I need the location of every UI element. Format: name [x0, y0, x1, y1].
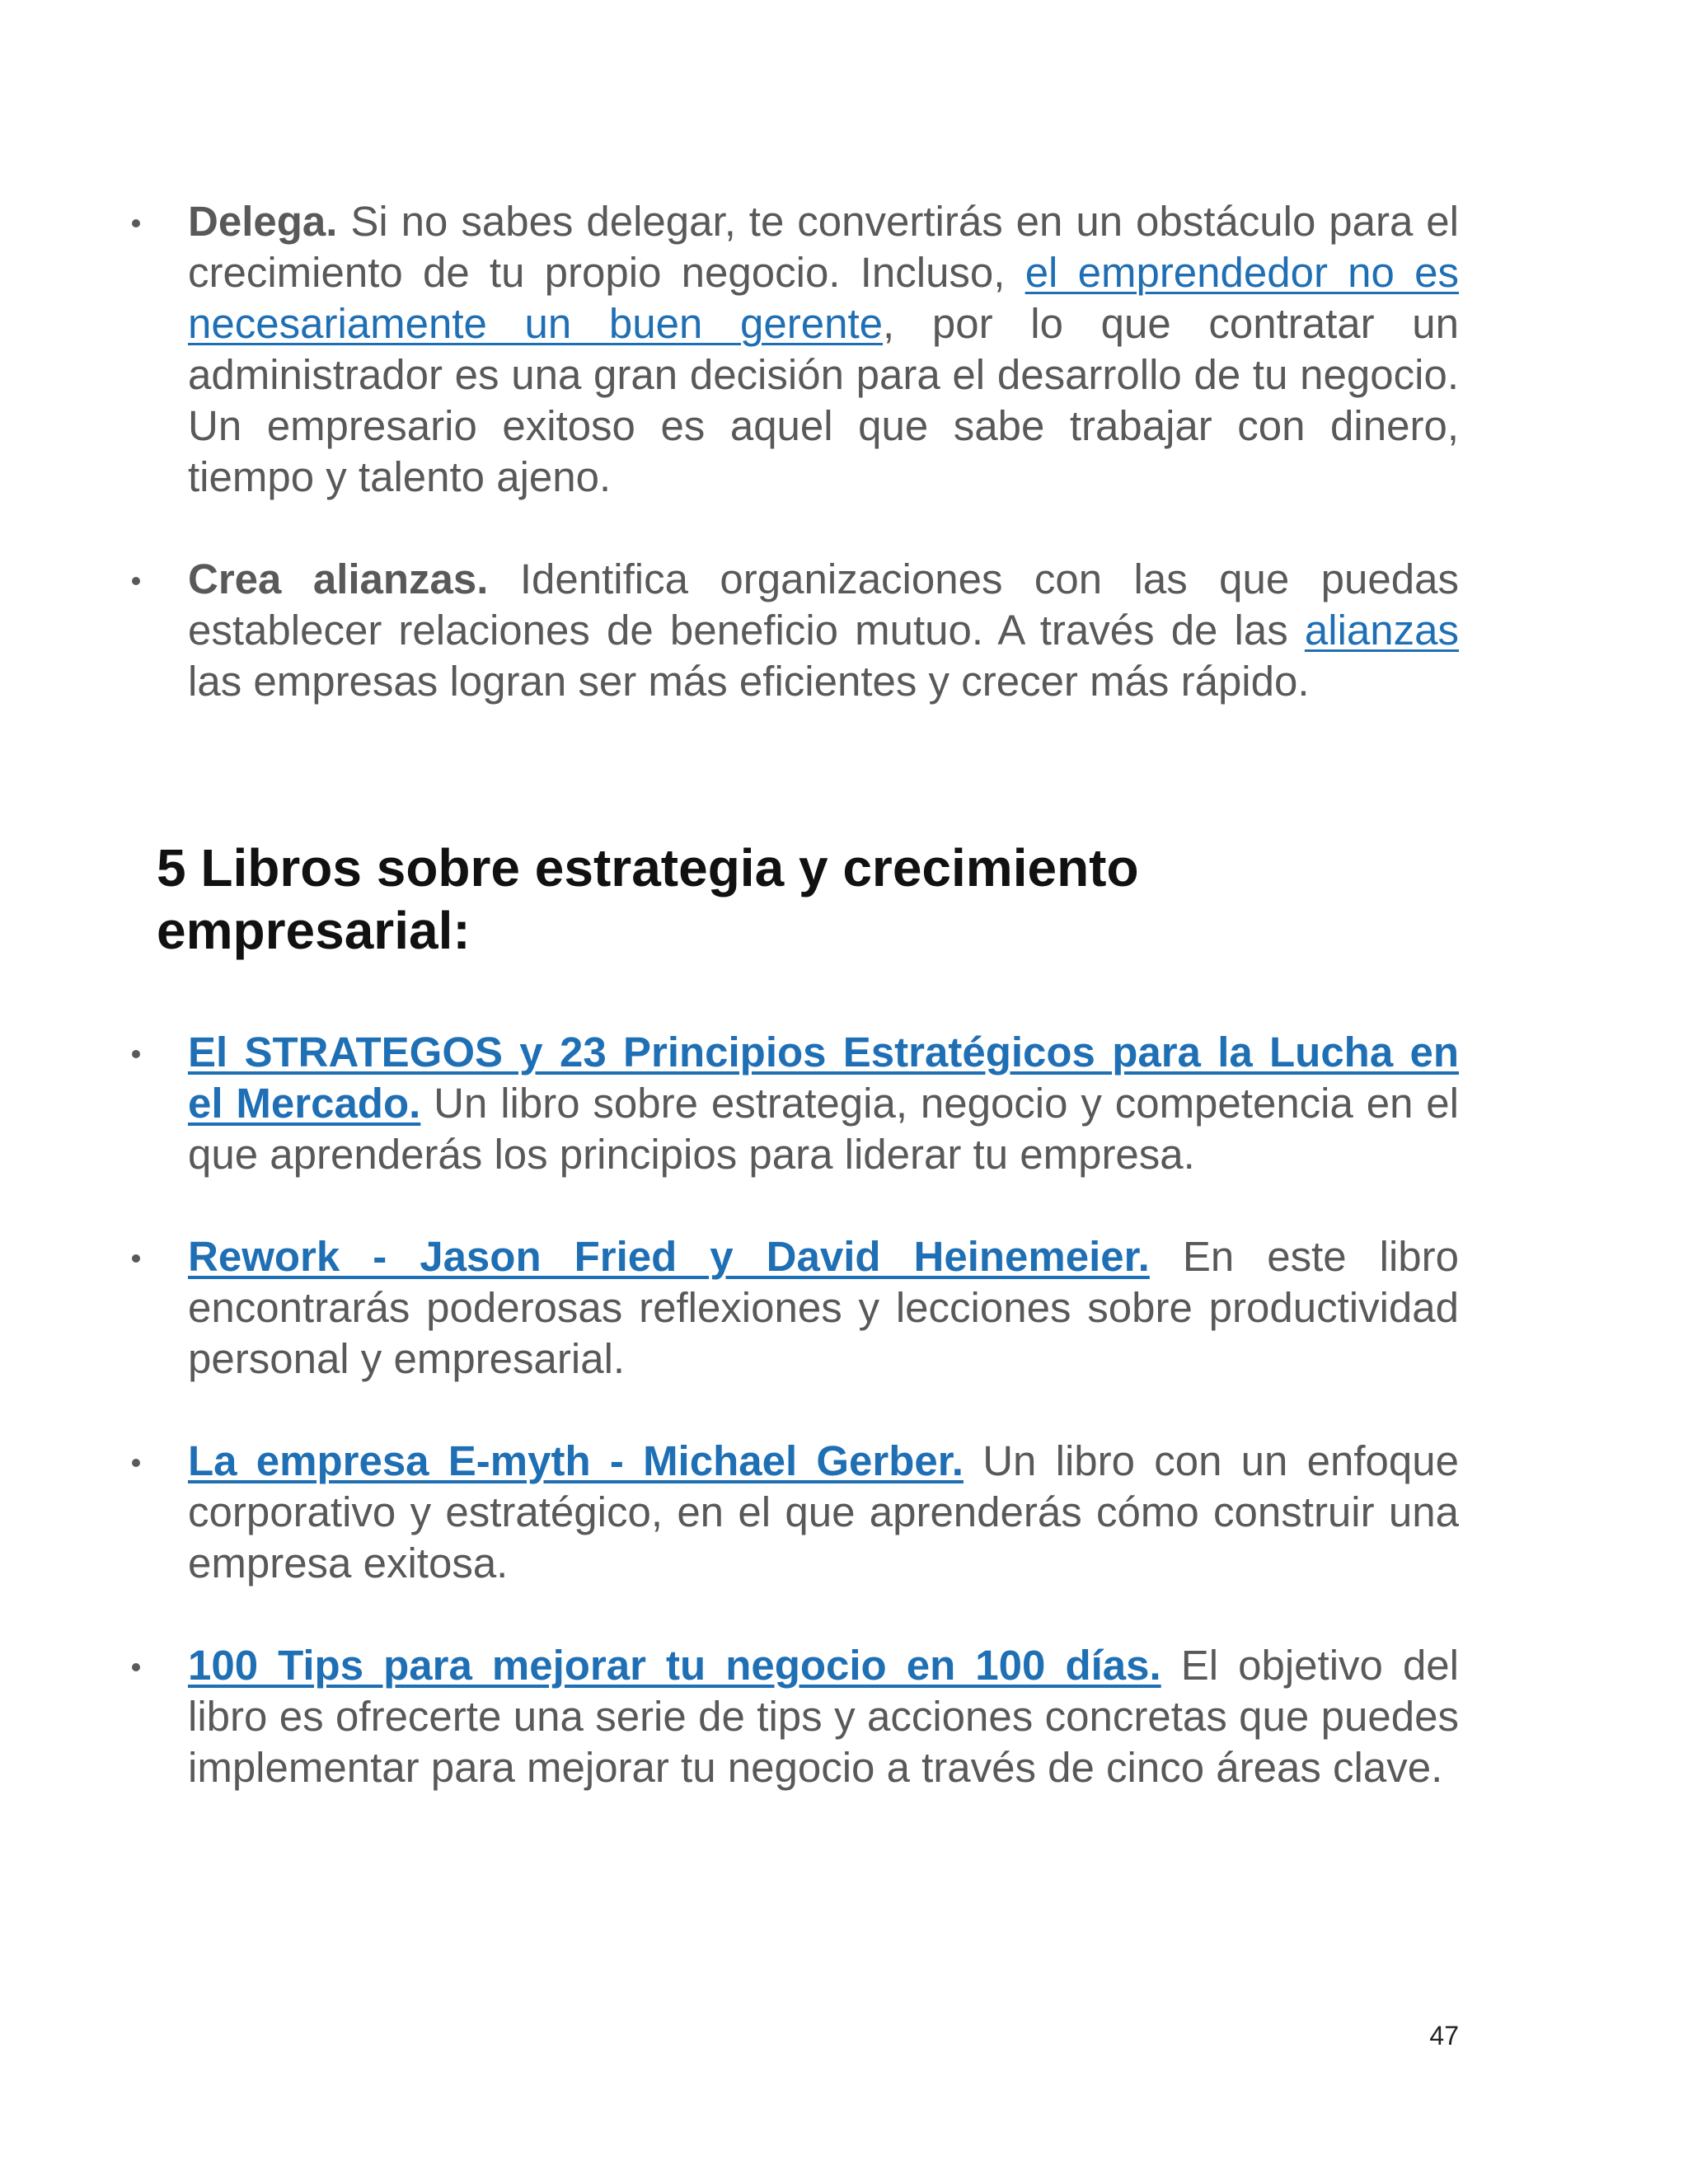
list-item: [132, 196, 1459, 503]
section-heading: 5 Libros sobre estrategia y crecimiento empresarial:: [157, 838, 1139, 960]
tip-text: , por lo que contratar un administrador es una gran decisión para el desarrollo de tu negocio. Un empresario exitoso es aquel que sabe trabajar con dinero, tiempo y talento ajeno.: [188, 300, 1459, 500]
tip-link[interactable]: el emprendedor no es necesariamente un buen gerente: [188, 249, 1459, 347]
list-item: [132, 1436, 1459, 1589]
tip-text: Identifica organizaciones con las que puedas establecer relaciones de beneficio mutuo. A través de las: [188, 555, 1459, 654]
bullet-icon: [132, 1459, 140, 1467]
book-title-link[interactable]: El STRATEGOS y 23 Principios Estratégicos para la Lucha en el Mercado.: [188, 1029, 1459, 1127]
bullet-icon: [132, 1254, 140, 1263]
book-title-link[interactable]: Rework - Jason Fried y David Heinemeier.: [188, 1233, 1150, 1280]
books-list: [132, 1027, 1459, 1793]
tip-text: Si no sabes delegar, te convertirás en un obstáculo para el crecimiento de tu propio negocio. Incluso,: [188, 198, 1459, 296]
tips-list: [132, 196, 1459, 707]
book-description: Un libro con un enfoque corporativo y estratégico, en el que aprenderás cómo construir una empresa exitosa.: [188, 1437, 1459, 1586]
book-title-link[interactable]: 100 Tips para mejorar tu negocio en 100 días.: [188, 1642, 1161, 1689]
book-description: En este libro encontrarás poderosas reflexiones y lecciones sobre productividad personal y empresarial.: [188, 1233, 1459, 1382]
tip-lead: Crea alianzas.: [188, 555, 489, 602]
bullet-icon: [132, 1050, 140, 1058]
list-item: [132, 1027, 1459, 1180]
book-description: Un libro sobre estrategia, negocio y competencia en el que aprenderás los principios para liderar tu empresa.: [188, 1080, 1460, 1178]
list-item: [132, 1231, 1459, 1385]
tip-lead: Delega.: [188, 198, 338, 245]
bullet-icon: [132, 219, 140, 227]
bullet-icon: [132, 577, 140, 585]
book-description: El objetivo del libro es ofrecerte una serie de tips y acciones concretas que puedes implementar para mejorar tu negocio a través de cinco áreas clave.: [188, 1642, 1460, 1791]
book-title-link[interactable]: La empresa E-myth - Michael Gerber.: [188, 1437, 964, 1484]
tip-text: las empresas logran ser más eficientes y crecer más rápido.: [188, 658, 1310, 705]
tip-link[interactable]: alianzas: [1304, 607, 1459, 654]
bullet-icon: [132, 1663, 140, 1671]
page-number: 47: [1429, 2021, 1459, 2050]
list-item: [132, 1640, 1459, 1793]
list-item: [132, 554, 1459, 707]
